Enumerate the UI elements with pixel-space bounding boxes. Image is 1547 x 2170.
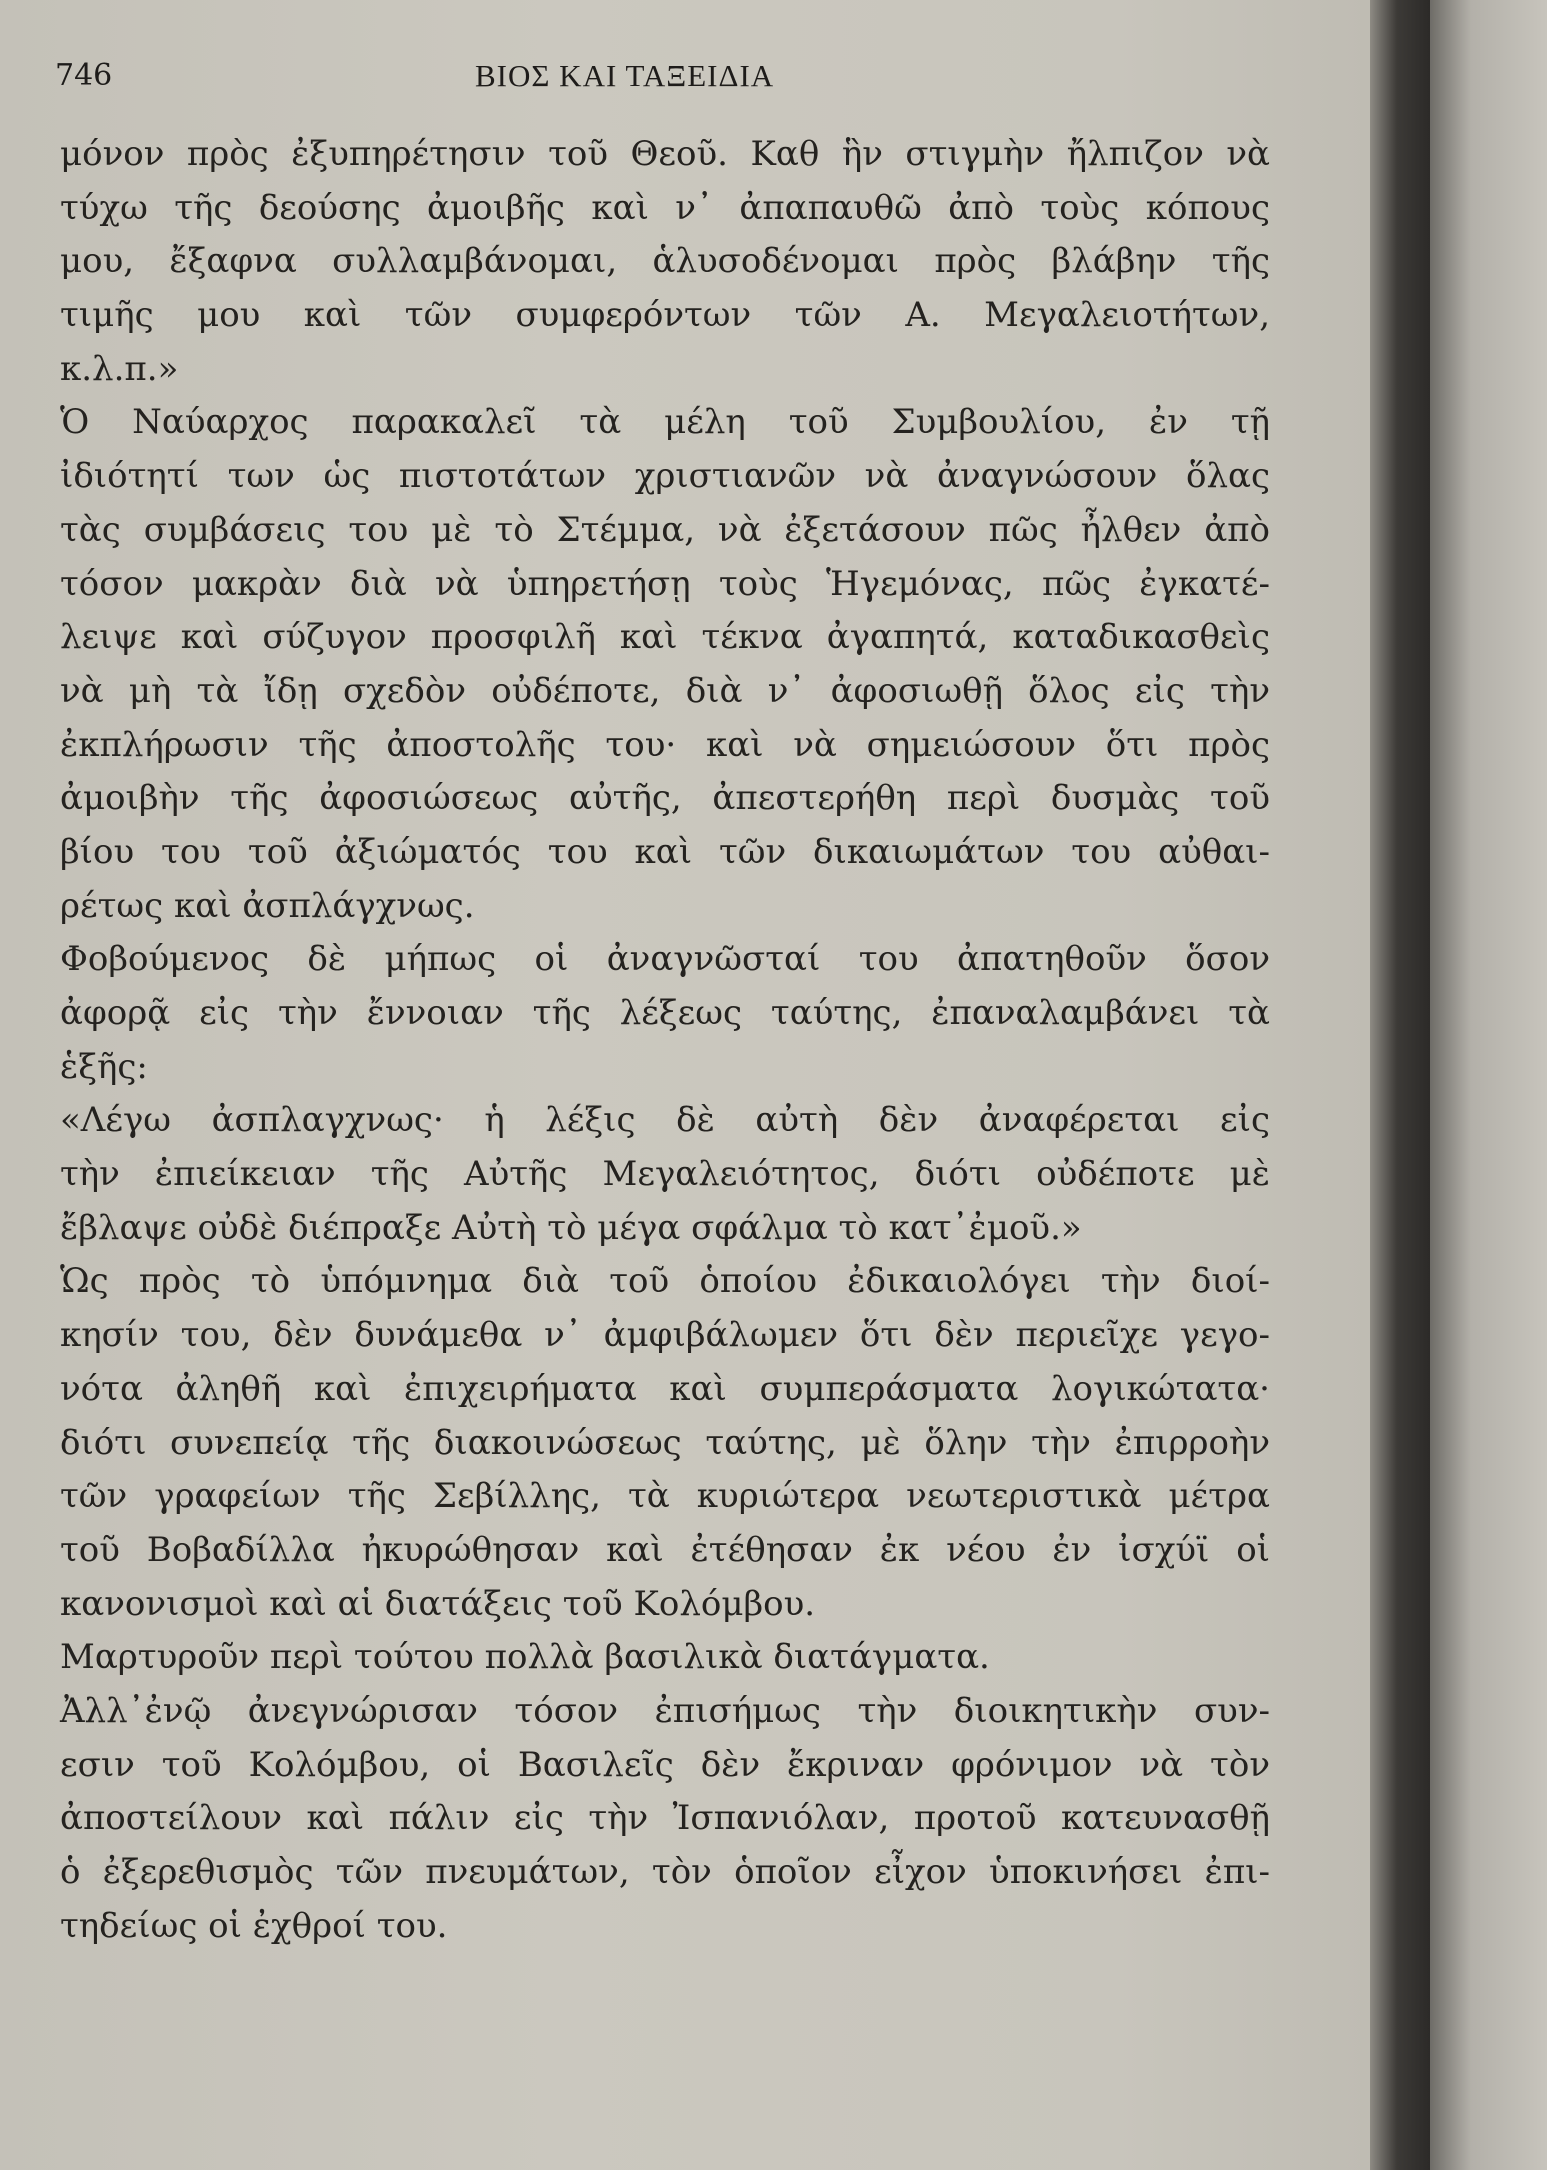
text-line: τὴν ἐπιείκειαν τῆς Αὐτῆς Μεγαλειότητος, διότι οὐδέποτε μὲ xyxy=(60,1154,1270,1195)
text-line: ἰδιότητί των ὡς πιστοτάτων χριστιανῶν νὰ ἀναγνώσουν ὅλας xyxy=(60,456,1270,497)
page-header xyxy=(55,52,1295,112)
text-line: εσιν τοῦ Κολόμβου, οἱ Βασιλεῖς δὲν ἔκριναν φρόνιμον νὰ τὸν xyxy=(60,1744,1270,1785)
text-line: ὁ ἐξερεθισμὸς τῶν πνευμάτων, τὸν ὁποῖον εἶχον ὑποκινήσει ἐπι- xyxy=(60,1852,1270,1892)
text-line: «Λέγω ἀσπλαγχνως· ἡ λέξις δὲ αὐτὴ δὲν ἀναφέρεται εἰς xyxy=(60,1100,1270,1141)
text-line: κανονισμοὶ καὶ αἱ διατάξεις τοῦ Κολόμβου. xyxy=(60,1583,816,1624)
text-line: ἐκπλήρωσιν τῆς ἀποστολῆς του· καὶ νὰ σημειώσουν ὅτι πρὸς xyxy=(60,724,1270,765)
text-line: Ὁ Ναύαρχος παρακαλεῖ τὰ μέλη τοῦ Συμβουλίου, ἐν τῇ xyxy=(60,402,1270,443)
text-line: τὰς συμβάσεις του μὲ τὸ Στέμμα, νὰ ἐξετάσουν πῶς ἦλθεν ἀπὸ xyxy=(60,509,1270,550)
text-line: Ἀλλ᾽ἐνῷ ἀνεγνώρισαν τόσον ἐπισήμως τὴν διοικητικὴν συν- xyxy=(60,1690,1270,1731)
text-line: ἀφορᾷ εἰς τὴν ἔννοιαν τῆς λέξεως ταύτης, ἐπαναλαμβάνει τὰ xyxy=(60,993,1270,1033)
text-line: τοῦ Βοβαδίλλα ἠκυρώθησαν καὶ ἐτέθησαν ἐκ νέου ἐν ἰσχύϊ οἱ xyxy=(60,1529,1270,1570)
text-line: ἀμοιβὴν τῆς ἀφοσιώσεως αὐτῆς, ἀπεστερήθη περὶ δυσμὰς τοῦ xyxy=(60,778,1270,819)
text-line: διότι συνεπείᾳ τῆς διακοινώσεως ταύτης, μὲ ὅλην τὴν ἐπιρροὴν xyxy=(60,1422,1270,1463)
text-line: κ.λ.π.» xyxy=(60,348,179,389)
text-line: ἔβλαψε οὐδὲ διέπραξε Αὐτὴ τὸ μέγα σφάλμα τὸ κατ᾽ἐμοῦ.» xyxy=(60,1207,1082,1248)
text-line: Μαρτυροῦν περὶ τούτου πολλὰ βασιλικὰ διατάγματα. xyxy=(60,1637,990,1678)
text-line: λειψε καὶ σύζυγον προσφιλῆ καὶ τέκνα ἀγαπητά, καταδικασθεὶς xyxy=(60,617,1270,658)
text-line: Ὡς πρὸς τὸ ὑπόμνημα διὰ τοῦ ὁποίου ἐδικαιολόγει τὴν διοί- xyxy=(60,1261,1270,1302)
text-line: τιμῆς μου καὶ τῶν συμφερόντων τῶν Α. Μεγαλειοτήτων, xyxy=(60,295,1270,336)
text-line: ἀποστείλουν καὶ πάλιν εἰς τὴν Ἰσπανιόλαν, προτοῦ κατευνασθῇ xyxy=(60,1798,1270,1839)
text-line: ἑξῆς: xyxy=(60,1046,148,1087)
binding-shadow xyxy=(1370,0,1430,2170)
text-line: κησίν του, δὲν δυνάμεθα ν᾽ ἀμφιβάλωμεν ὅτι δὲν περιεῖχε γεγο- xyxy=(60,1315,1270,1356)
running-head: ΒΙΟΣ ΚΑΙ ΤΑΞΕΙΔΙΑ xyxy=(475,58,775,93)
page-number: 746 xyxy=(55,58,113,93)
adjacent-page-edge xyxy=(1430,0,1547,2170)
text-line: Φοβούμενος δὲ μήπως οἱ ἀναγνῶσταί του ἀπατηθοῦν ὅσον xyxy=(60,939,1270,980)
text-line: ρέτως καὶ ἀσπλάγχνως. xyxy=(60,885,475,926)
text-line: τύχω τῆς δεούσης ἀμοιβῆς καὶ ν᾽ ἀπαπαυθῶ ἀπὸ τοὺς κόπους xyxy=(60,187,1270,228)
text-line: τῶν γραφείων τῆς Σεβίλλης, τὰ κυριώτερα νεωτεριστικὰ μέτρα xyxy=(60,1476,1270,1517)
text-line: μου, ἔξαφνα συλλαμβάνομαι, ἁλυσοδένομαι πρὸς βλάβην τῆς xyxy=(60,241,1270,282)
body-text xyxy=(60,128,1270,1953)
text-line: μόνον πρὸς ἐξυπηρέτησιν τοῦ Θεοῦ. Καθ ἣν στιγμὴν ἤλπιζον νὰ xyxy=(60,134,1270,174)
text-line: τηδείως οἱ ἐχθροί του. xyxy=(60,1905,448,1946)
text-line: τόσον μακρὰν διὰ νὰ ὑπηρετήσῃ τοὺς Ἡγεμόνας, πῶς ἐγκατέ- xyxy=(60,563,1270,604)
text-line: βίου του τοῦ ἀξιώματός του καὶ τῶν δικαιωμάτων του αὐθαι- xyxy=(60,831,1270,872)
text-line: νὰ μὴ τὰ ἴδῃ σχεδὸν οὐδέποτε, διὰ ν᾽ ἀφοσιωθῇ ὅλος εἰς τὴν xyxy=(60,670,1270,711)
text-line: νότα ἀληθῆ καὶ ἐπιχειρήματα καὶ συμπεράσματα λογικώτατα· xyxy=(60,1368,1270,1409)
